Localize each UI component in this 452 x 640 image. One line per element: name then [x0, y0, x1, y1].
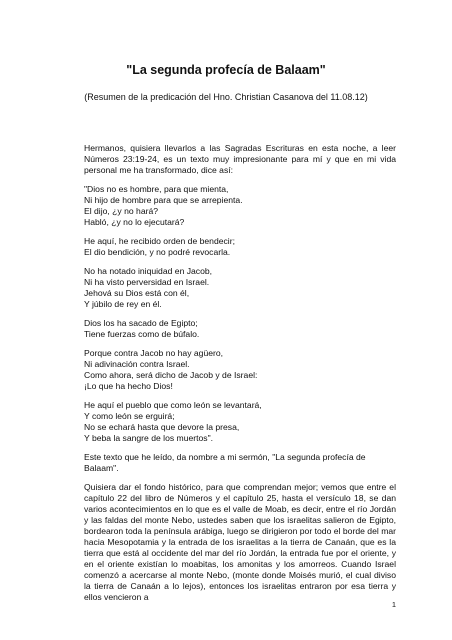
verse-line: Ni adivinación contra Israel. [84, 359, 190, 369]
verse-line: Ni hijo de hombre para que se arrepienta. [84, 195, 243, 205]
page-number: 1 [391, 600, 396, 609]
verse-line: El dijo, ¿y no hará? [84, 206, 159, 216]
verse-line: "Dios no es hombre, para que mienta, [84, 184, 229, 194]
verse-line: El dio bendición, y no podré revocarla. [84, 247, 231, 257]
verse-line: Y beba la sangre de los muertos". [84, 433, 214, 443]
verse-line: Y júbilo de rey en él. [84, 299, 162, 309]
document-body [84, 143, 396, 611]
verse-line: ¡Lo que ha hecho Dios! [84, 381, 173, 391]
document-title: "La segunda profecía de Balaam" [126, 63, 326, 77]
verse-stanza-4 [84, 318, 396, 340]
verse-stanza-3 [84, 266, 396, 310]
verse-line: He aquí, he recibido orden de bendecir; [84, 236, 235, 246]
verse-line: Tiene fuerzas como de búfalo. [84, 329, 200, 339]
verse-line: Porque contra Jacob no hay agüero, [84, 348, 224, 358]
document-subtitle: (Resumen de la predicación del Hno. Christian Casanova del 11.08.12) [84, 92, 368, 102]
verse-line: Jehová su Dios está con él, [84, 288, 190, 298]
verse-stanza-5 [84, 348, 396, 392]
verse-stanza-1 [84, 184, 396, 228]
sermon-note-paragraph: Este texto que he leído, da nombre a mi sermón, "La segunda profecía de Balaam". [84, 452, 366, 473]
verse-line: Dios los ha sacado de Egipto; [84, 318, 198, 328]
verse-line: Como ahora, será dicho de Jacob y de Israel: [84, 370, 258, 380]
intro-paragraph: Hermanos, quisiera llevarlos a las Sagradas Escrituras en esta noche, a leer Números 23:19-24, es un texto muy impresionante para mí y que en mi vida personal me ha transformado, dice así: [84, 143, 396, 175]
verse-line: Ni ha visto perversidad en Israel. [84, 277, 210, 287]
verse-line: He aquí el pueblo que como león se levantará, [84, 400, 262, 410]
context-paragraph: Quisiera dar el fondo histórico, para que comprendan mejor; vemos que entre el capítulo 22 del libro de Números y el capítulo 25, hasta el versículo 18, se dan varios acontecimientos en lo que es el valle de Moab, es decir, entre el río Jordán y las faldas del monte Nebo, ustedes saben que los israelitas salieron de Egipto, bordearon toda la península arábiga, luego se dirigieron por todo el borde del mar hacia Mesopotamia y la entrada de los israelitas a la tierra de Canaán, que es la tierra que está al occidente del mar del río Jordán, la entrada fue por el oriente, y en el oriente existían lo moabitas, los amonitas y los amorreos. Cuando Israel comenzó a acercarse al monte Nebo, (monte donde Moisés murió, el cual diviso la tierra de Canaán a lo lejos), entonces los israelitas entraron por esa tierra y ellos vencieron a [84, 482, 396, 602]
verse-line: Habló, ¿y no lo ejecutará? [84, 217, 185, 227]
verse-line: No ha notado iniquidad en Jacob, [84, 266, 213, 276]
verse-line: Y como león se erguirá; [84, 411, 175, 421]
verse-stanza-6 [84, 400, 396, 444]
verse-line: No se echará hasta que devore la presa, [84, 422, 240, 432]
verse-stanza-2 [84, 236, 396, 258]
